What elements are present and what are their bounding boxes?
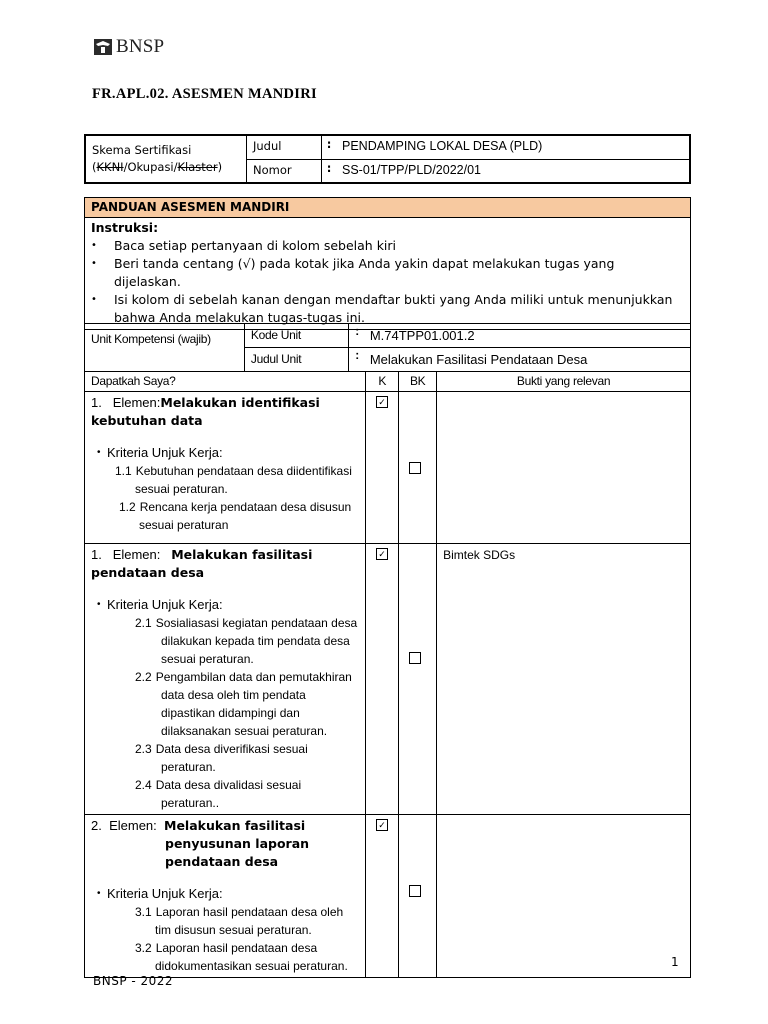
judul-unit-label: Judul Unit <box>244 348 348 372</box>
unit-table <box>84 323 691 978</box>
kuk-label: • Kriteria Unjuk Kerja: <box>91 885 359 903</box>
garuda-emblem-icon <box>92 36 114 58</box>
scheme-label: Skema Sertifikasi (KKNI/Okupasi/Klaster) <box>85 135 247 183</box>
instruction-item: • Isi kolom di sebelah kanan dengan mendaftar bukti yang Anda miliki untuk menunjukkan bahwa Anda melakukan tugas-tugas ini. <box>91 291 684 327</box>
instruction-item: • Baca setiap pertanyaan di kolom sebelah kiri <box>91 237 684 255</box>
guide-box <box>84 197 691 330</box>
element-cell: 1. Elemen: Melakukan fasilitasi pendataan desa • Kriteria Unjuk Kerja: 2.1 Sosialiasasi kegiatan pendataan desa dilakukan kepada tim pendata desa sesuai peraturan. 2.2 Pengambilan data dan pemutakhiran data desa oleh tim pendata dipastikan didampingi dan dilaksanakan sesuai peraturan. 2.3 Data desa diverifikasi sesuai peraturan. 2.4 Data desa divalidasi sesuai peraturan.. <box>85 544 366 815</box>
evidence-cell[interactable] <box>437 392 691 544</box>
checked-checkbox-icon[interactable] <box>376 548 388 560</box>
nomor-label: Nomor <box>247 159 322 183</box>
evidence-cell[interactable]: Bimtek SDGs <box>437 544 691 815</box>
k-cell[interactable] <box>366 392 399 544</box>
bk-cell[interactable] <box>399 392 437 544</box>
table-row <box>85 815 691 978</box>
bk-header: BK <box>399 372 437 392</box>
criterion: 2.4 Data desa divalidasi sesuai peraturan.. <box>135 778 302 810</box>
judul-label: Judul <box>247 135 322 159</box>
colon: : <box>348 348 366 372</box>
judul-value: PENDAMPING LOKAL DESA (PLD) <box>336 135 690 159</box>
empty-checkbox-icon[interactable] <box>409 885 421 897</box>
question-header: Dapatkah Saya? <box>85 372 366 392</box>
k-cell[interactable] <box>366 544 399 815</box>
colon: : <box>322 135 337 159</box>
evidence-cell[interactable] <box>437 815 691 978</box>
element-name: Melakukan fasilitasi pendataan desa <box>91 547 313 580</box>
kuk-label: • Kriteria Unjuk Kerja: <box>91 444 359 462</box>
criterion: 3.2 Laporan hasil pendataan desa didokumentasikan sesuai peraturan. <box>135 941 348 973</box>
criterion: 1.1 Kebutuhan pendataan desa diidentifikasi sesuai peraturan. <box>115 464 352 496</box>
guide-title: PANDUAN ASESMEN MANDIRI <box>85 198 690 218</box>
criterion: 2.3 Data desa diverifikasi sesuai peraturan. <box>135 742 308 774</box>
kuk-label: • Kriteria Unjuk Kerja: <box>91 596 359 614</box>
instruction-item: • Beri tanda centang (√) pada kotak jika Anda yakin dapat melakukan tugas yang dijelaskan. <box>91 255 684 291</box>
form-title: FR.APL.02. ASESMEN MANDIRI <box>92 86 317 102</box>
bk-cell[interactable] <box>399 815 437 978</box>
kode-unit-label: Kode Unit <box>244 324 348 348</box>
criterion: 2.1 Sosialiasasi kegiatan pendataan desa dilakukan kepada tim pendata desa sesuai peraturan. <box>135 616 358 666</box>
empty-checkbox-icon[interactable] <box>409 462 421 474</box>
unit-label: Unit Kompetensi (wajib) <box>85 324 245 372</box>
element-name: Melakukan identifikasi kebutuhan data <box>91 395 320 428</box>
judul-unit-value: Melakukan Fasilitasi Pendataan Desa <box>366 348 691 372</box>
bk-cell[interactable] <box>399 544 437 815</box>
colon: : <box>322 159 337 183</box>
logo-text: BNSP <box>116 36 165 57</box>
kode-unit-value: M.74TPP01.001.2 <box>366 324 691 348</box>
colon: : <box>348 324 366 348</box>
k-header: K <box>366 372 399 392</box>
evidence-header: Bukti yang relevan <box>437 372 691 392</box>
page-number: 1 <box>671 955 679 969</box>
kkni-struck: KKNI <box>96 160 124 174</box>
element-name: Melakukan fasilitasi penyusunan laporan pendataan desa <box>164 818 310 869</box>
element-cell: 1. Elemen:Melakukan identifikasi kebutuhan data • Kriteria Unjuk Kerja: 1.1 Kebutuhan pendataan desa diidentifikasi sesuai peraturan. 1.2 Rencana kerja pendataan desa disusun sesuai peraturan <box>85 392 366 544</box>
footer-text: BNSP - 2022 <box>93 974 174 988</box>
scheme-table <box>84 134 691 184</box>
checked-checkbox-icon[interactable] <box>376 819 388 831</box>
bnsp-logo <box>92 36 164 58</box>
klaster-struck: Klaster <box>177 160 218 174</box>
element-cell: 2. Elemen: Melakukan fasilitasi penyusunan laporan pendataan desa • Kriteria Unjuk Kerja: 3.1 Laporan hasil pendataan desa oleh tim disusun sesuai peraturan. 3.2 Laporan hasil pendataan desa didokumentasikan sesuai peraturan. <box>85 815 366 978</box>
nomor-value: SS-01/TPP/PLD/2022/01 <box>336 159 690 183</box>
criterion: 3.1 Laporan hasil pendataan desa oleh tim disusun sesuai peraturan. <box>135 905 344 937</box>
instruction-label: Instruksi: <box>91 220 159 235</box>
table-row <box>85 544 691 815</box>
empty-checkbox-icon[interactable] <box>409 652 421 664</box>
k-cell[interactable] <box>366 815 399 978</box>
checked-checkbox-icon[interactable] <box>376 396 388 408</box>
table-row <box>85 392 691 544</box>
criterion: 2.2 Pengambilan data dan pemutakhiran data desa oleh tim pendata dipastikan didampingi dan dilaksanakan sesuai peraturan. <box>135 670 352 738</box>
criterion: 1.2 Rencana kerja pendataan desa disusun sesuai peraturan <box>119 500 352 532</box>
